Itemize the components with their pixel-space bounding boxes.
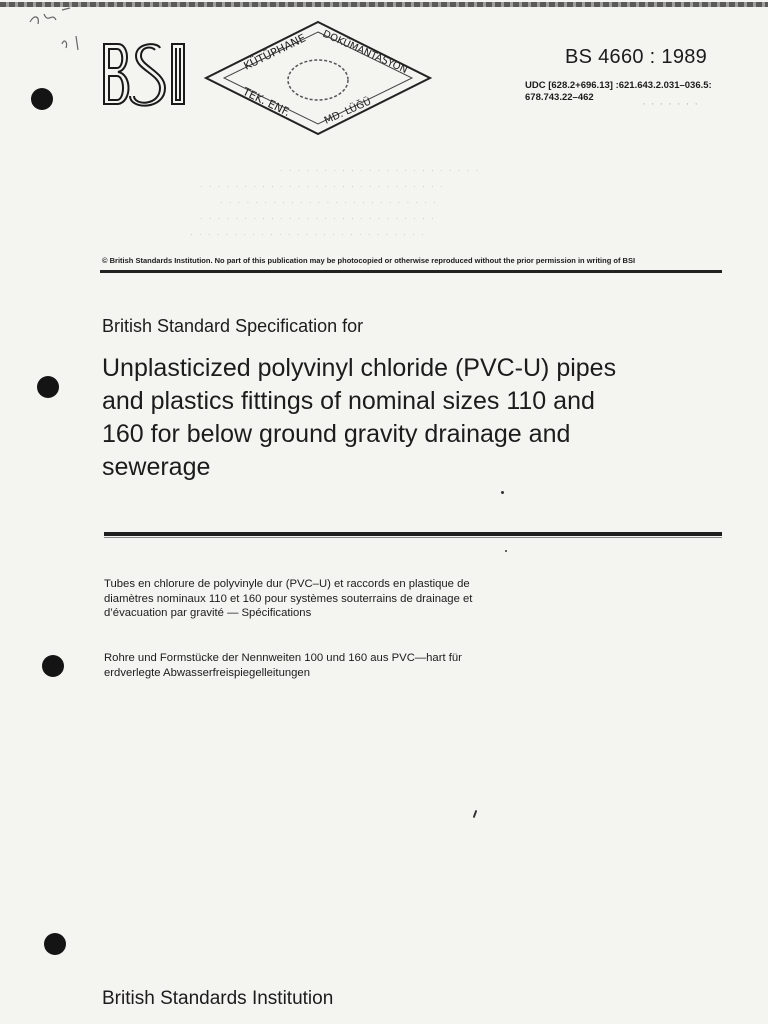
french-line: Tubes en chlorure de polyvinyle dur (PVC–U) et raccords en plastique de xyxy=(104,578,470,590)
udc-line: 678.743.22–462 xyxy=(525,92,594,103)
faded-text-block: · · · · · · · · · · · · · · · · · · · · · · · xyxy=(280,166,481,175)
faded-text-block: · · · · · · · · · · · · · · · · · · · · · · · · · · · xyxy=(190,230,426,239)
title-line: sewerage xyxy=(102,453,211,481)
handwritten-scribble xyxy=(26,4,106,54)
french-title xyxy=(104,577,564,621)
header-rule xyxy=(100,270,722,273)
bsi-logo xyxy=(100,40,188,108)
faint-marking: · · · · · · · xyxy=(642,98,699,110)
german-line: Rohre und Formstücke der Nennweiten 100 und 160 aus PVC—hart für xyxy=(104,652,462,664)
faded-text-block: · · · · · · · · · · · · · · · · · · · · · · · · · · · xyxy=(200,214,436,223)
french-line: d’évacuation par gravité — Spécifications xyxy=(104,607,312,619)
speck xyxy=(501,491,504,494)
german-line: erdverlegte Abwasserfreispiegelleitungen xyxy=(104,666,310,679)
library-stamp xyxy=(198,18,438,138)
standard-number: BS 4660 : 1989 xyxy=(565,46,708,68)
punch-hole xyxy=(44,933,66,955)
logo-text: BSI xyxy=(100,40,102,41)
punch-hole xyxy=(31,88,53,110)
title-line: 160 for below ground gravity drainage and xyxy=(102,420,571,448)
title-line: and plastics fittings of nominal sizes 110 and xyxy=(102,387,595,415)
faded-text-block: · · · · · · · · · · · · · · · · · · · · · · · · · xyxy=(220,198,438,207)
stamp-text-4: MD. LÜĞÜ xyxy=(322,96,374,127)
publisher-footer: British Standards Institution xyxy=(102,988,334,1009)
punch-hole xyxy=(42,655,64,677)
copyright-notice: © British Standards Institution. No part of this publication may be photocopied or otherwise reproduced without the prior permission in writing of BSI xyxy=(102,256,636,265)
faded-text-block: · · · · · · · · · · · · · · · · · · · · · · · · · · · · xyxy=(200,182,445,191)
document-kicker: British Standard Specification for xyxy=(102,316,364,336)
punch-hole xyxy=(37,376,59,398)
stamp-text-1: KÜTÜPHANE xyxy=(241,31,308,73)
french-line: diamètres nominaux 110 et 160 pour systèmes souterrains de drainage et xyxy=(104,592,473,605)
top-border xyxy=(0,2,768,7)
german-title xyxy=(104,651,564,680)
udc-code xyxy=(525,80,745,104)
title-rule-shadow xyxy=(104,537,722,538)
stamp-text-2: DOKÜMANTASYON xyxy=(320,28,409,76)
udc-line: UDC [628.2+696.13] :621.643.2.031–036.5: xyxy=(525,80,712,91)
title-rule xyxy=(104,532,722,536)
speck xyxy=(473,810,478,818)
stamp-text-3: TEK. ENF. xyxy=(240,85,293,120)
speck xyxy=(505,550,507,552)
title-line: Unplasticized polyvinyl chloride (PVC-U) pipes xyxy=(102,354,617,382)
document-title xyxy=(102,352,702,484)
